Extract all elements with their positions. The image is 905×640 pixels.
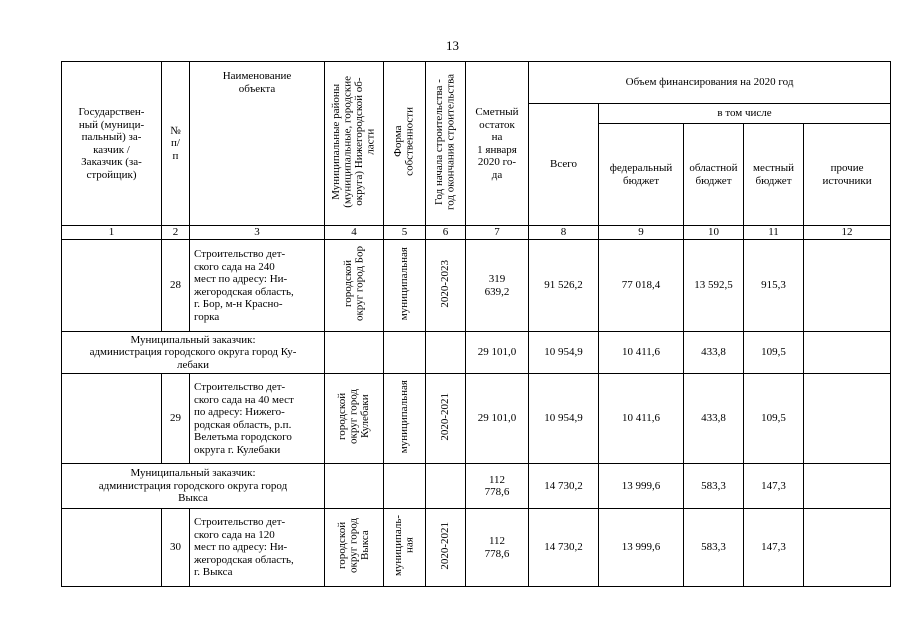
table-row <box>62 332 891 374</box>
district-cell <box>325 464 384 509</box>
header-funding: Объем финансирования на 2020 год <box>529 62 891 104</box>
years-cell <box>426 332 466 374</box>
row-number: 30 <box>162 509 190 587</box>
header-ownership: Форма собственности <box>384 62 426 226</box>
estimate-cell: 319 639,2 <box>466 240 529 332</box>
district-cell: городской округ город Выкса <box>325 509 384 587</box>
header-customer: Государствен- ный (муници- пальный) за- казчик / Заказчик (за- стройщик) <box>62 62 162 226</box>
other-cell <box>804 240 891 332</box>
local-cell: 147,3 <box>744 464 804 509</box>
column-index: 7 <box>466 226 529 240</box>
federal-cell: 13 999,6 <box>599 464 684 509</box>
column-index: 6 <box>426 226 466 240</box>
total-cell: 10 954,9 <box>529 332 599 374</box>
regional-cell: 13 592,5 <box>684 240 744 332</box>
header-other: прочие источники <box>804 124 891 226</box>
estimate-cell: 112 778,6 <box>466 509 529 587</box>
table-row <box>62 240 891 332</box>
financing-table <box>61 61 891 587</box>
column-index: 11 <box>744 226 804 240</box>
regional-cell: 583,3 <box>684 509 744 587</box>
customer-label: Муниципальный заказчик: администрация городского округа город Ку- лебаки <box>62 332 325 374</box>
header-including: в том числе <box>599 104 891 124</box>
local-cell: 915,3 <box>744 240 804 332</box>
table-row <box>62 374 891 464</box>
federal-cell: 77 018,4 <box>599 240 684 332</box>
total-cell: 14 730,2 <box>529 464 599 509</box>
page-number: 13 <box>446 38 459 53</box>
federal-cell: 13 999,6 <box>599 509 684 587</box>
years-cell: 2020-2021 <box>426 374 466 464</box>
object-name: Строительство дет- ского сада на 120 мест по адресу: Ни- жегородская область, г. Выкса <box>190 509 325 587</box>
row-number: 29 <box>162 374 190 464</box>
column-index: 3 <box>190 226 325 240</box>
total-cell: 10 954,9 <box>529 374 599 464</box>
other-cell <box>804 332 891 374</box>
estimate-cell: 112 778,6 <box>466 464 529 509</box>
object-name: Строительство дет- ского сада на 40 мест по адресу: Нижего- родская область, р.п. Велетьма городского округа г. Кулебаки <box>190 374 325 464</box>
local-cell: 109,5 <box>744 374 804 464</box>
ownership-cell <box>384 464 426 509</box>
years-cell: 2020-2023 <box>426 240 466 332</box>
row-number: 28 <box>162 240 190 332</box>
total-cell: 91 526,2 <box>529 240 599 332</box>
object-name: Строительство дет- ского сада на 240 мест по адресу: Ни- жегородская область, г. Бор, м-н Красно- горка <box>190 240 325 332</box>
ownership-cell: муниципальная <box>384 374 426 464</box>
ownership-cell: муниципаль- ная <box>384 509 426 587</box>
table-row <box>62 509 891 587</box>
district-cell: городской округ город Бор <box>325 240 384 332</box>
district-cell: городской округ город Кулебаки <box>325 374 384 464</box>
column-index: 9 <box>599 226 684 240</box>
header-federal: федеральный бюджет <box>599 124 684 226</box>
header-years: Год начала строительства - год окончания строительства <box>426 62 466 226</box>
header-regional: областной бюджет <box>684 124 744 226</box>
customer-cell <box>62 374 162 464</box>
header-object-name: Наименование объекта <box>190 62 325 226</box>
column-index: 2 <box>162 226 190 240</box>
regional-cell: 433,8 <box>684 332 744 374</box>
other-cell <box>804 374 891 464</box>
other-cell <box>804 464 891 509</box>
other-cell <box>804 509 891 587</box>
local-cell: 147,3 <box>744 509 804 587</box>
column-index: 12 <box>804 226 891 240</box>
header-estimate: Сметный остаток на 1 января 2020 го- да <box>466 62 529 226</box>
header-districts: Муниципальные районы (муниципальные, городские округа) Нижегородской об- ласти <box>325 62 384 226</box>
regional-cell: 583,3 <box>684 464 744 509</box>
estimate-cell: 29 101,0 <box>466 374 529 464</box>
column-index: 10 <box>684 226 744 240</box>
customer-cell <box>62 509 162 587</box>
customer-cell <box>62 240 162 332</box>
local-cell: 109,5 <box>744 332 804 374</box>
federal-cell: 10 411,6 <box>599 374 684 464</box>
district-cell <box>325 332 384 374</box>
header-local: местный бюджет <box>744 124 804 226</box>
ownership-cell <box>384 332 426 374</box>
header-num: № п/ п <box>162 62 190 226</box>
column-index: 8 <box>529 226 599 240</box>
years-cell: 2020-2021 <box>426 509 466 587</box>
regional-cell: 433,8 <box>684 374 744 464</box>
column-index: 5 <box>384 226 426 240</box>
ownership-cell: муниципальная <box>384 240 426 332</box>
years-cell <box>426 464 466 509</box>
column-index: 4 <box>325 226 384 240</box>
header-total: Всего <box>529 104 599 226</box>
column-index-row <box>62 226 891 240</box>
estimate-cell: 29 101,0 <box>466 332 529 374</box>
table-row <box>62 464 891 509</box>
federal-cell: 10 411,6 <box>599 332 684 374</box>
customer-label: Муниципальный заказчик: администрация городского округа город Выкса <box>62 464 325 509</box>
total-cell: 14 730,2 <box>529 509 599 587</box>
column-index: 1 <box>62 226 162 240</box>
